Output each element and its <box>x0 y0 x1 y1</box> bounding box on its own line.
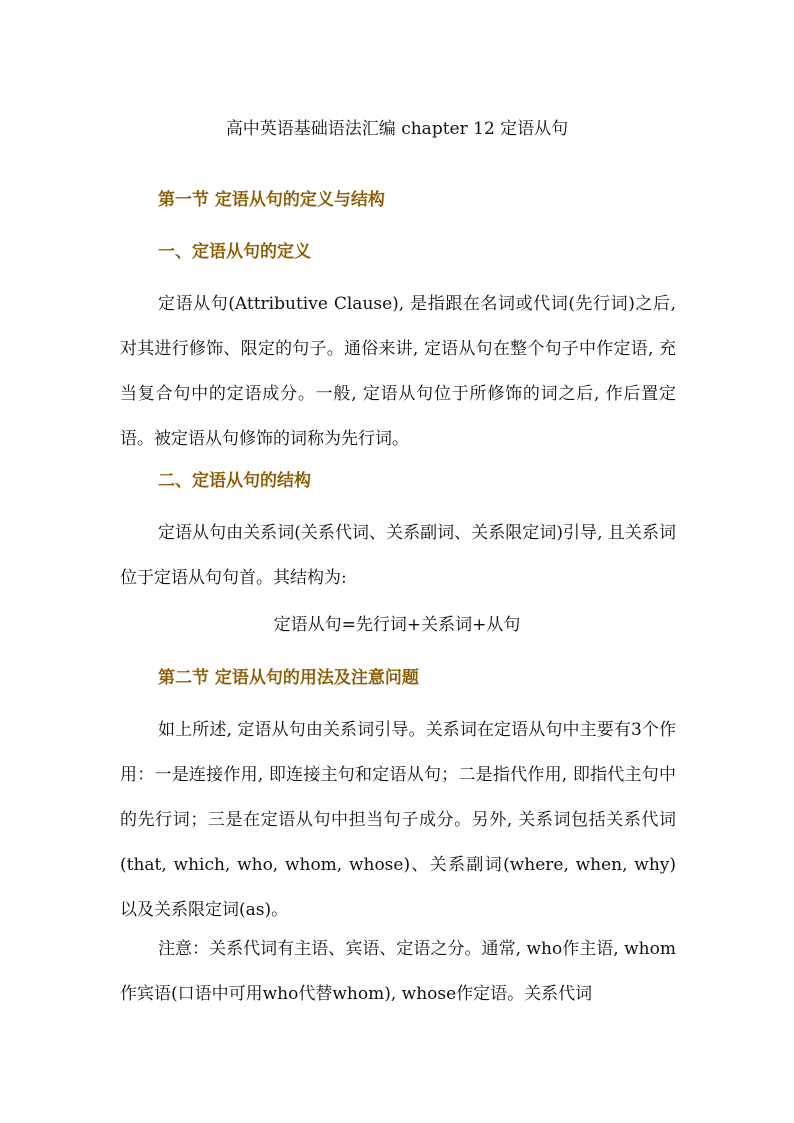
subsection-2-heading: 二、定语从句的结构 <box>158 471 311 491</box>
subsection-1-heading: 一、定语从句的定义 <box>158 242 311 262</box>
usage-paragraph: 如上所述, 定语从句由关系词引导。关系词在定语从句中主要有3个作用：一是连接作用, 即连接主句和定语从句；二是指代作用, 即指代主句中的先行词；三是在定语从句中担当句子成分。另外, 关系词包括关系代词(that, which, who, whom, whose)、关系副词(where, when, why)以及关系限定词(as)。 <box>120 720 676 920</box>
structure-formula: 定语从句=先行词+关系词+从句 <box>273 615 521 635</box>
definition-paragraph: 定语从句(Attributive Clause), 是指跟在名词或代词(先行词)之后, 对其进行修饰、限定的句子。通俗来讲, 定语从句在整个句子中作定语, 充当复合句中的定语成分。一般, 定语从句位于所修饰的词之后, 作后置定语。被定语从句修饰的词称为先行词。 <box>120 294 676 449</box>
note-paragraph: 注意：关系代词有主语、宾语、定语之分。通常, who作主语, whom作宾语(口语中可用who代替whom), whose作定语。关系代词 <box>120 939 676 1004</box>
section-1-heading: 第一节 定语从句的定义与结构 <box>158 190 385 210</box>
structure-paragraph: 定语从句由关系词(关系代词、关系副词、关系限定词)引导, 且关系词位于定语从句句首。其结构为: <box>120 523 676 588</box>
document-title: 高中英语基础语法汇编 chapter 12 定语从句 <box>225 119 569 139</box>
section-2-heading: 第二节 定语从句的用法及注意问题 <box>158 668 419 688</box>
